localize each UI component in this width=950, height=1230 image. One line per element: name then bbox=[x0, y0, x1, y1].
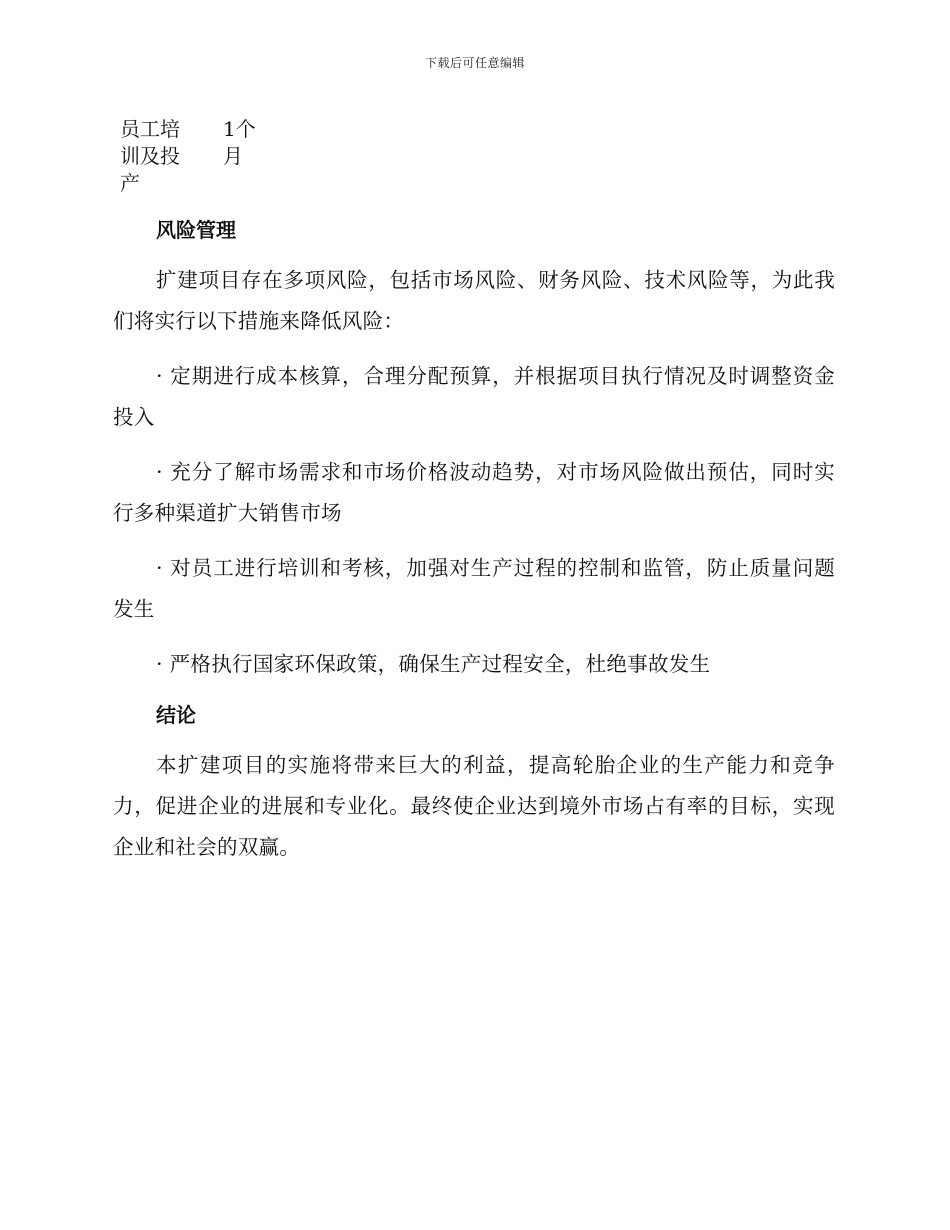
risk-item: · 定期进行成本核算，合理分配预算，并根据项目执行情况及时调整资金投入 bbox=[113, 364, 835, 429]
table-cell-task: 员工培训及投产 bbox=[120, 117, 180, 195]
table-cell-duration: 1个月 bbox=[223, 117, 256, 168]
risk-heading: 风险管理 bbox=[156, 218, 236, 242]
document-body bbox=[113, 210, 835, 868]
conclusion-heading: 结论 bbox=[156, 703, 196, 727]
conclusion-paragraph: 本扩建项目的实施将带来巨大的利益，提高轮胎企业的生产能力和竞争力，促进企业的进展和专业化。最终使企业达到境外市场占有率的目标，实现企业和社会的双赢。 bbox=[113, 753, 835, 859]
risk-intro-paragraph: 扩建项目存在多项风险，包括市场风险、财务风险、技术风险等，为此我们将实行以下措施来降低风险： bbox=[113, 268, 835, 333]
risk-item: · 严格执行国家环保政策，确保生产过程安全，杜绝事故发生 bbox=[156, 652, 711, 676]
risk-item: · 对员工进行培训和考核，加强对生产过程的控制和监管，防止质量问题发生 bbox=[113, 556, 835, 621]
page-header: 下载后可任意编辑 bbox=[424, 56, 525, 70]
risk-item: · 充分了解市场需求和市场价格波动趋势，对市场风险做出预估，同时实行多种渠道扩大销售市场 bbox=[113, 460, 835, 525]
